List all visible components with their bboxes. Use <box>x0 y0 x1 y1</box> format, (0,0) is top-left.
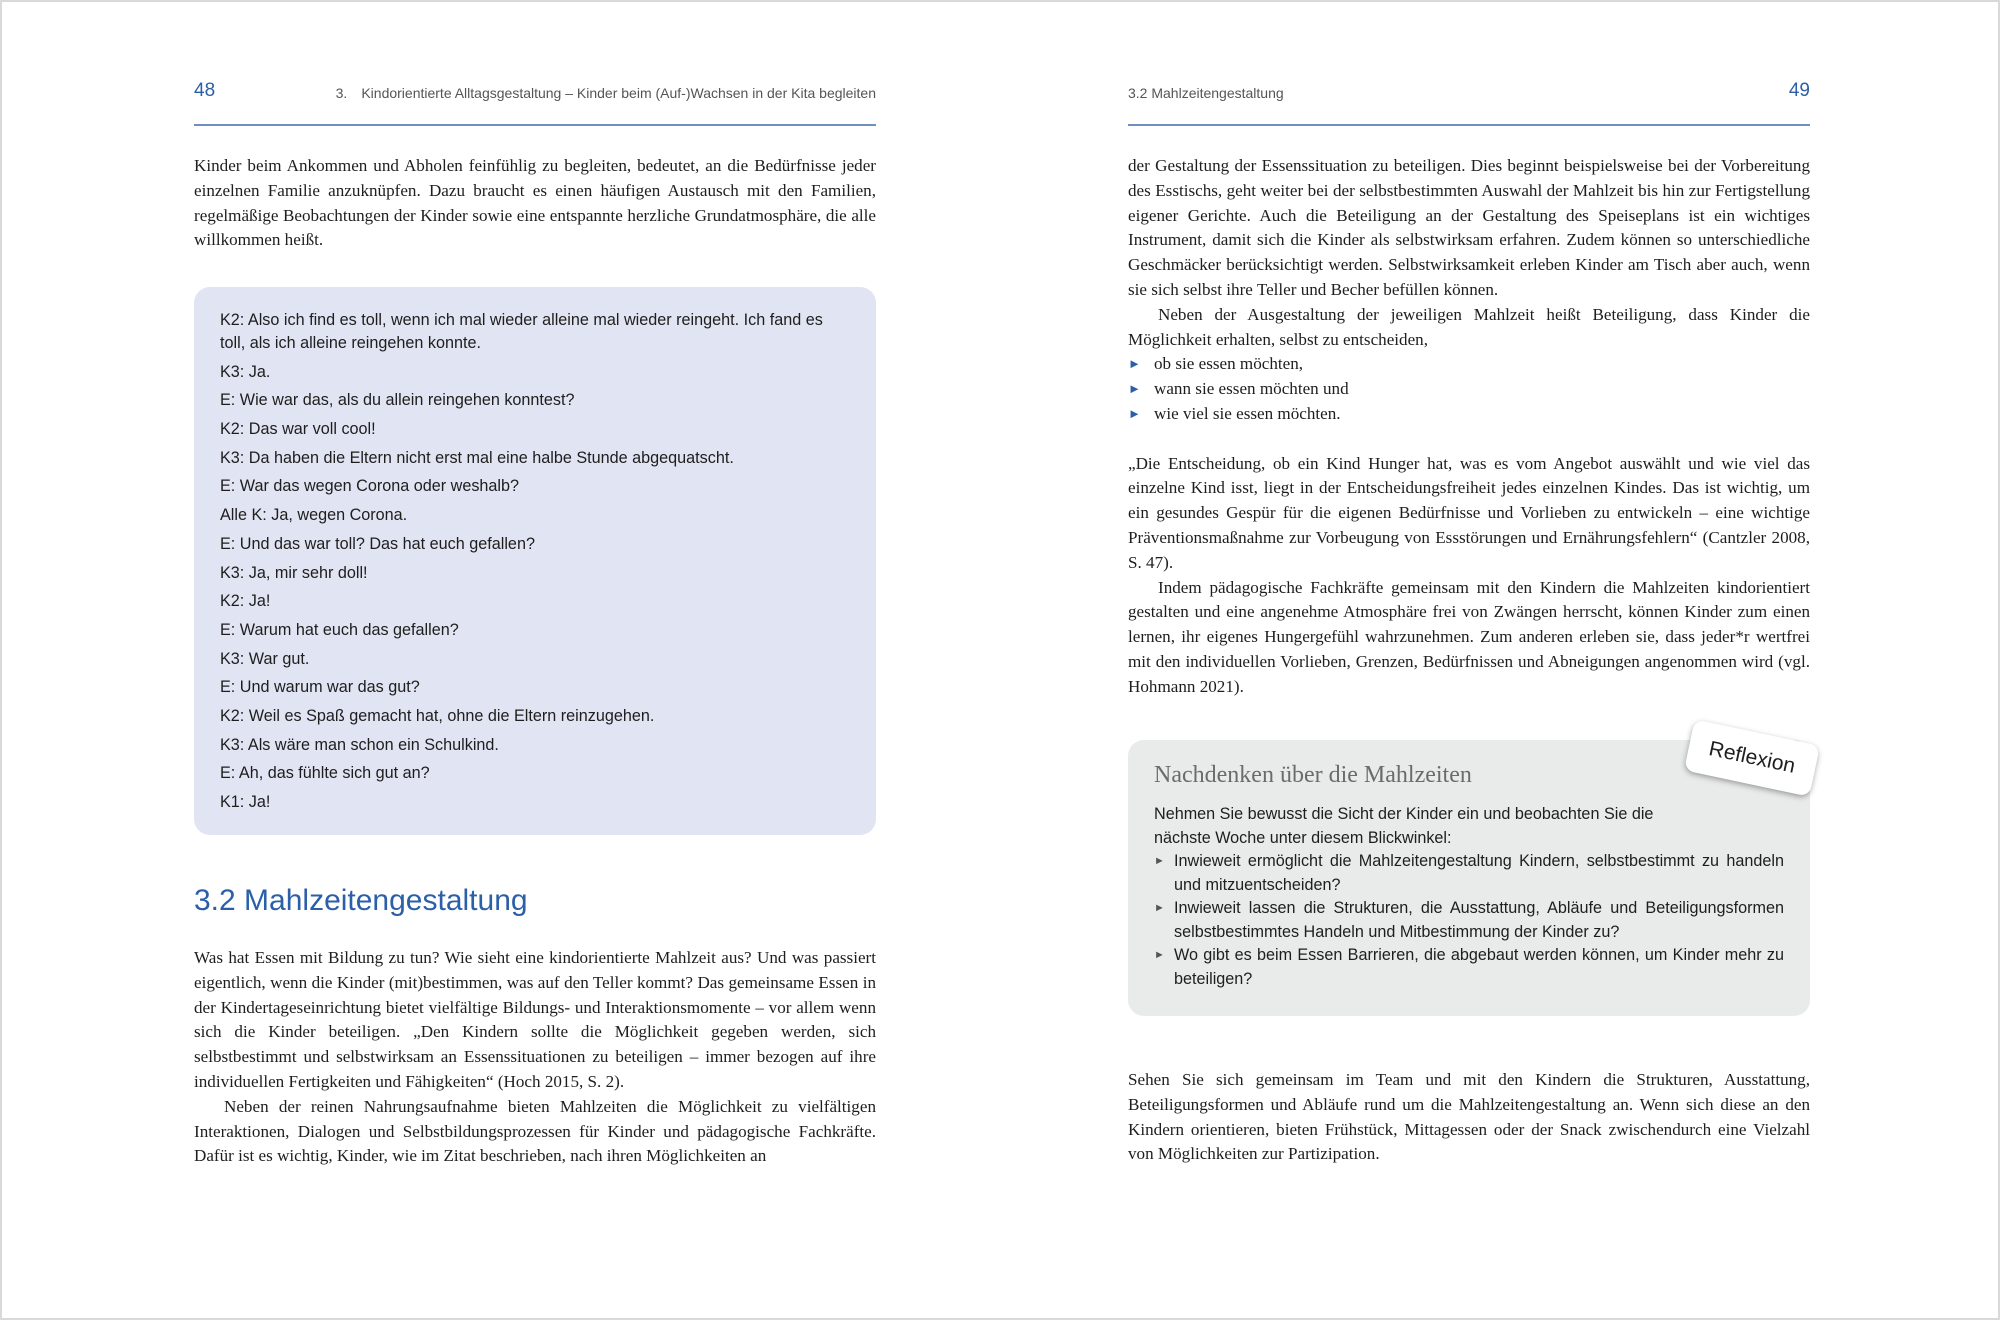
list-item-text: Inwieweit lassen die Strukturen, die Ausstattung, Abläufe und Beteiligungsformen selbstbestimmtes Handeln und Mitbestimmung der Kinder zu? <box>1174 899 1784 941</box>
page-number-right: 49 <box>1788 80 1810 101</box>
section-heading: 3.2 Mahlzeitengestaltung <box>194 884 528 917</box>
dialogue-line: E: Wie war das, als du allein reingehen konntest? <box>220 391 575 410</box>
reflexion-intro: Nehmen Sie bewusst die Sicht der Kinder ein und beobachten Sie die nächste Woche unter diesem Blickwinkel: <box>1154 805 1654 847</box>
dialogue-line: Alle K: Ja, wegen Corona. <box>220 506 408 525</box>
bullet-arrow-icon: ► <box>1128 356 1141 372</box>
list-item-text: ob sie essen möchten, <box>1154 354 1304 374</box>
section-text-block <box>194 946 876 1169</box>
dialogue-line: K3: War gut. <box>220 649 310 668</box>
dialogue-line: K3: Ja. <box>220 362 271 381</box>
bullet-arrow-icon: ► <box>1154 855 1165 867</box>
list-item <box>1128 352 1810 377</box>
dialogue-line: E: Und das war toll? Das hat euch gefallen? <box>220 534 535 553</box>
running-head-chapter-title: Kindorientierte Alltagsgestaltung – Kinder beim (Auf-)Wachsen in der Kita begleiten <box>361 85 876 101</box>
dialogue-line: E: Ah, das fühlte sich gut an? <box>220 764 430 783</box>
reflexion-bullet-list <box>1154 850 1784 991</box>
running-head-title-right: 3.2 Mahlzeitengestaltung <box>1128 85 1284 101</box>
dialogue-line: E: War das wegen Corona oder weshalb? <box>220 477 520 496</box>
body-paragraph: Indem pädagogische Fachkräfte gemeinsam mit den Kindern die Mahlzeiten kindorientiert gestalten und eine angenehme Atmosphäre frei von Zwängen herrscht, können Kinder zum einen lernen, ihr eigenes Hungergefühl wahrzunehmen. Zum anderen erleben sie, dass jeder*r wertfrei mit den individuellen Vorlieben, Grenzen, Bedürfnissen und Abneigungen angenommen wird (vgl. Hohmann 2021). <box>1128 577 1810 696</box>
closing-block <box>1128 1068 1810 1167</box>
list-item <box>1154 944 1784 991</box>
running-head-left <box>194 78 876 126</box>
intro-paragraph: Kinder beim Ankommen und Abholen feinfühlig zu begleiten, bedeutet, an die Bedürfnisse jeder einzelnen Familie anzuknüpfen. Dazu braucht es einen häufigen Austausch mit den Familien, regelmäßige Beobachtungen der Kinder sowie eine entspannte herzliche Grundatmosphäre, die alle willkommen heißt. <box>194 156 876 250</box>
section-paragraph: Was hat Essen mit Bildung zu tun? Wie sieht eine kindorientierte Mahlzeit aus? Und was passiert eigentlich, wenn die Kinder (mit)bestimmen, was auf den Teller kommt? Das gemeinsame Essen in der Kindertageseinrichtung bietet vielfältige Bildungs- und Interaktionsmomente – vor allem wenn sich die Kinder beteiligen. „Den Kindern sollte die Möglichkeit gegeben werden, sich selbstbestimmt und selbstwirksam an Essenssituationen zu beteiligen – immer bezogen auf ihre individuellen Fertigkeiten und Fähigkeiten“ (Hoch 2015, S. 2). <box>194 948 876 1091</box>
list-item <box>1154 897 1784 944</box>
dialogue-line: K2: Das war voll cool! <box>220 420 376 439</box>
bullet-arrow-icon: ► <box>1154 902 1165 914</box>
dialogue-box <box>194 287 876 835</box>
list-item-text: Wo gibt es beim Essen Barrieren, die abgebaut werden können, um Kinder mehr zu beteiligen? <box>1174 946 1784 988</box>
decision-bullet-list <box>1128 352 1810 426</box>
dialogue-line: K1: Ja! <box>220 793 271 811</box>
reflexion-box <box>1128 740 1810 1016</box>
section-paragraph: Neben der reinen Nahrungsaufnahme bieten Mahlzeiten die Möglichkeit zu vielfältigen Interaktionen, Dialogen und Selbstbildungsprozessen für Kinder und pädagogische Fachkräfte. Dafür ist es wichtig, Kinder, wie im Zitat beschrieben, nach ihren Möglichkeiten an <box>194 1096 876 1166</box>
dialogue-line: E: Und warum war das gut? <box>220 678 420 697</box>
running-head-right <box>1128 78 1810 126</box>
list-item-text: wie viel sie essen möchten. <box>1154 403 1341 423</box>
body-paragraph: Neben der Ausgestaltung der jeweiligen Mahlzeit heißt Beteiligung, dass Kinder die Möglichkeit erhalten, selbst zu entscheiden, <box>1128 304 1810 349</box>
reflexion-tag: Reflexion <box>1684 719 1820 796</box>
list-item-text: Inwieweit ermöglicht die Mahlzeitengestaltung Kindern, selbstbestimmt zu handeln und mitzuentscheiden? <box>1174 852 1784 894</box>
bullet-arrow-icon: ► <box>1154 949 1165 961</box>
dialogue-line: K2: Also ich find es toll, wenn ich mal wieder alleine mal wieder reingeht. Ich fand es toll, als ich alleine reingehen konnte. <box>220 311 823 352</box>
running-head-title-left <box>336 85 876 101</box>
quote-paragraph: „Die Entscheidung, ob ein Kind Hunger hat, was es vom Angebot auswählt und wie viel das einzelne Kind isst, liegt in der Entscheidungsfreiheit jedes einzelnen Kindes. Das ist wichtig, um ein gesundes Gespür für die eigenen Bedürfnisse und Vorlieben zu entwickeln – eine wichtige Präventionsmaßnahme zur Vorbeugung von Essstörungen und Ernährungsfehlern“ (Cantzler 2008, S. 47). <box>1128 453 1810 572</box>
running-head-chapter-number: 3. <box>335 85 348 101</box>
closing-paragraph: Sehen Sie sich gemeinsam im Team und mit den Kindern die Strukturen, Ausstattung, Beteiligungsformen und Abläufe rund um die Mahlzeitengestaltung an. Wenn sich diese an den Kindern orientieren, bieten Frühstück, Mittagessen oder der Snack zwischendurch eine Vielzahl von Möglichkeiten zur Partizipation. <box>1128 1070 1810 1164</box>
dialogue-line: K2: Weil es Spaß gemacht hat, ohne die Eltern reinzugehen. <box>220 706 655 725</box>
page-number-left: 48 <box>194 80 216 101</box>
list-item <box>1128 377 1810 402</box>
dialogue-line: E: Warum hat euch das gefallen? <box>220 620 459 639</box>
dialogue-line: K3: Da haben die Eltern nicht erst mal eine halbe Stunde abgequatscht. <box>220 448 734 467</box>
list-item <box>1154 850 1784 897</box>
body-paragraph: der Gestaltung der Essenssituation zu beteiligen. Dies beginnt beispielsweise bei der Vorbereitung des Esstischs, geht weiter bei der selbstbestimmten Auswahl der Mahlzeit bis hin zur Fertigstellung eigener Gerichte. Auch die Beteiligung an der Gestaltung des Speiseplans ist ein wichtiges Instrument, damit sich die Kinder als selbstwirksam erfahren. Zudem können so unterschiedliche Geschmäcker berücksichtigt werden. Selbstwirksamkeit erleben Kinder am Tisch aber auch, wenn sie sich selbst ihre Teller und Becher befüllen können. <box>1128 156 1810 299</box>
dialogue-line: K3: Als wäre man schon ein Schulkind. <box>220 735 499 754</box>
list-item <box>1128 402 1810 427</box>
list-item-text: wann sie essen möchten und <box>1154 379 1349 399</box>
reflexion-title: Nachdenken über die Mahlzeiten <box>1154 762 1472 788</box>
dialogue-line: K3: Ja, mir sehr doll! <box>220 563 368 582</box>
intro-block <box>194 154 876 253</box>
right-text-block <box>1128 154 1810 700</box>
dialogue-line: K2: Ja! <box>220 592 271 611</box>
bullet-arrow-icon: ► <box>1128 381 1141 397</box>
bullet-arrow-icon: ► <box>1128 405 1141 421</box>
